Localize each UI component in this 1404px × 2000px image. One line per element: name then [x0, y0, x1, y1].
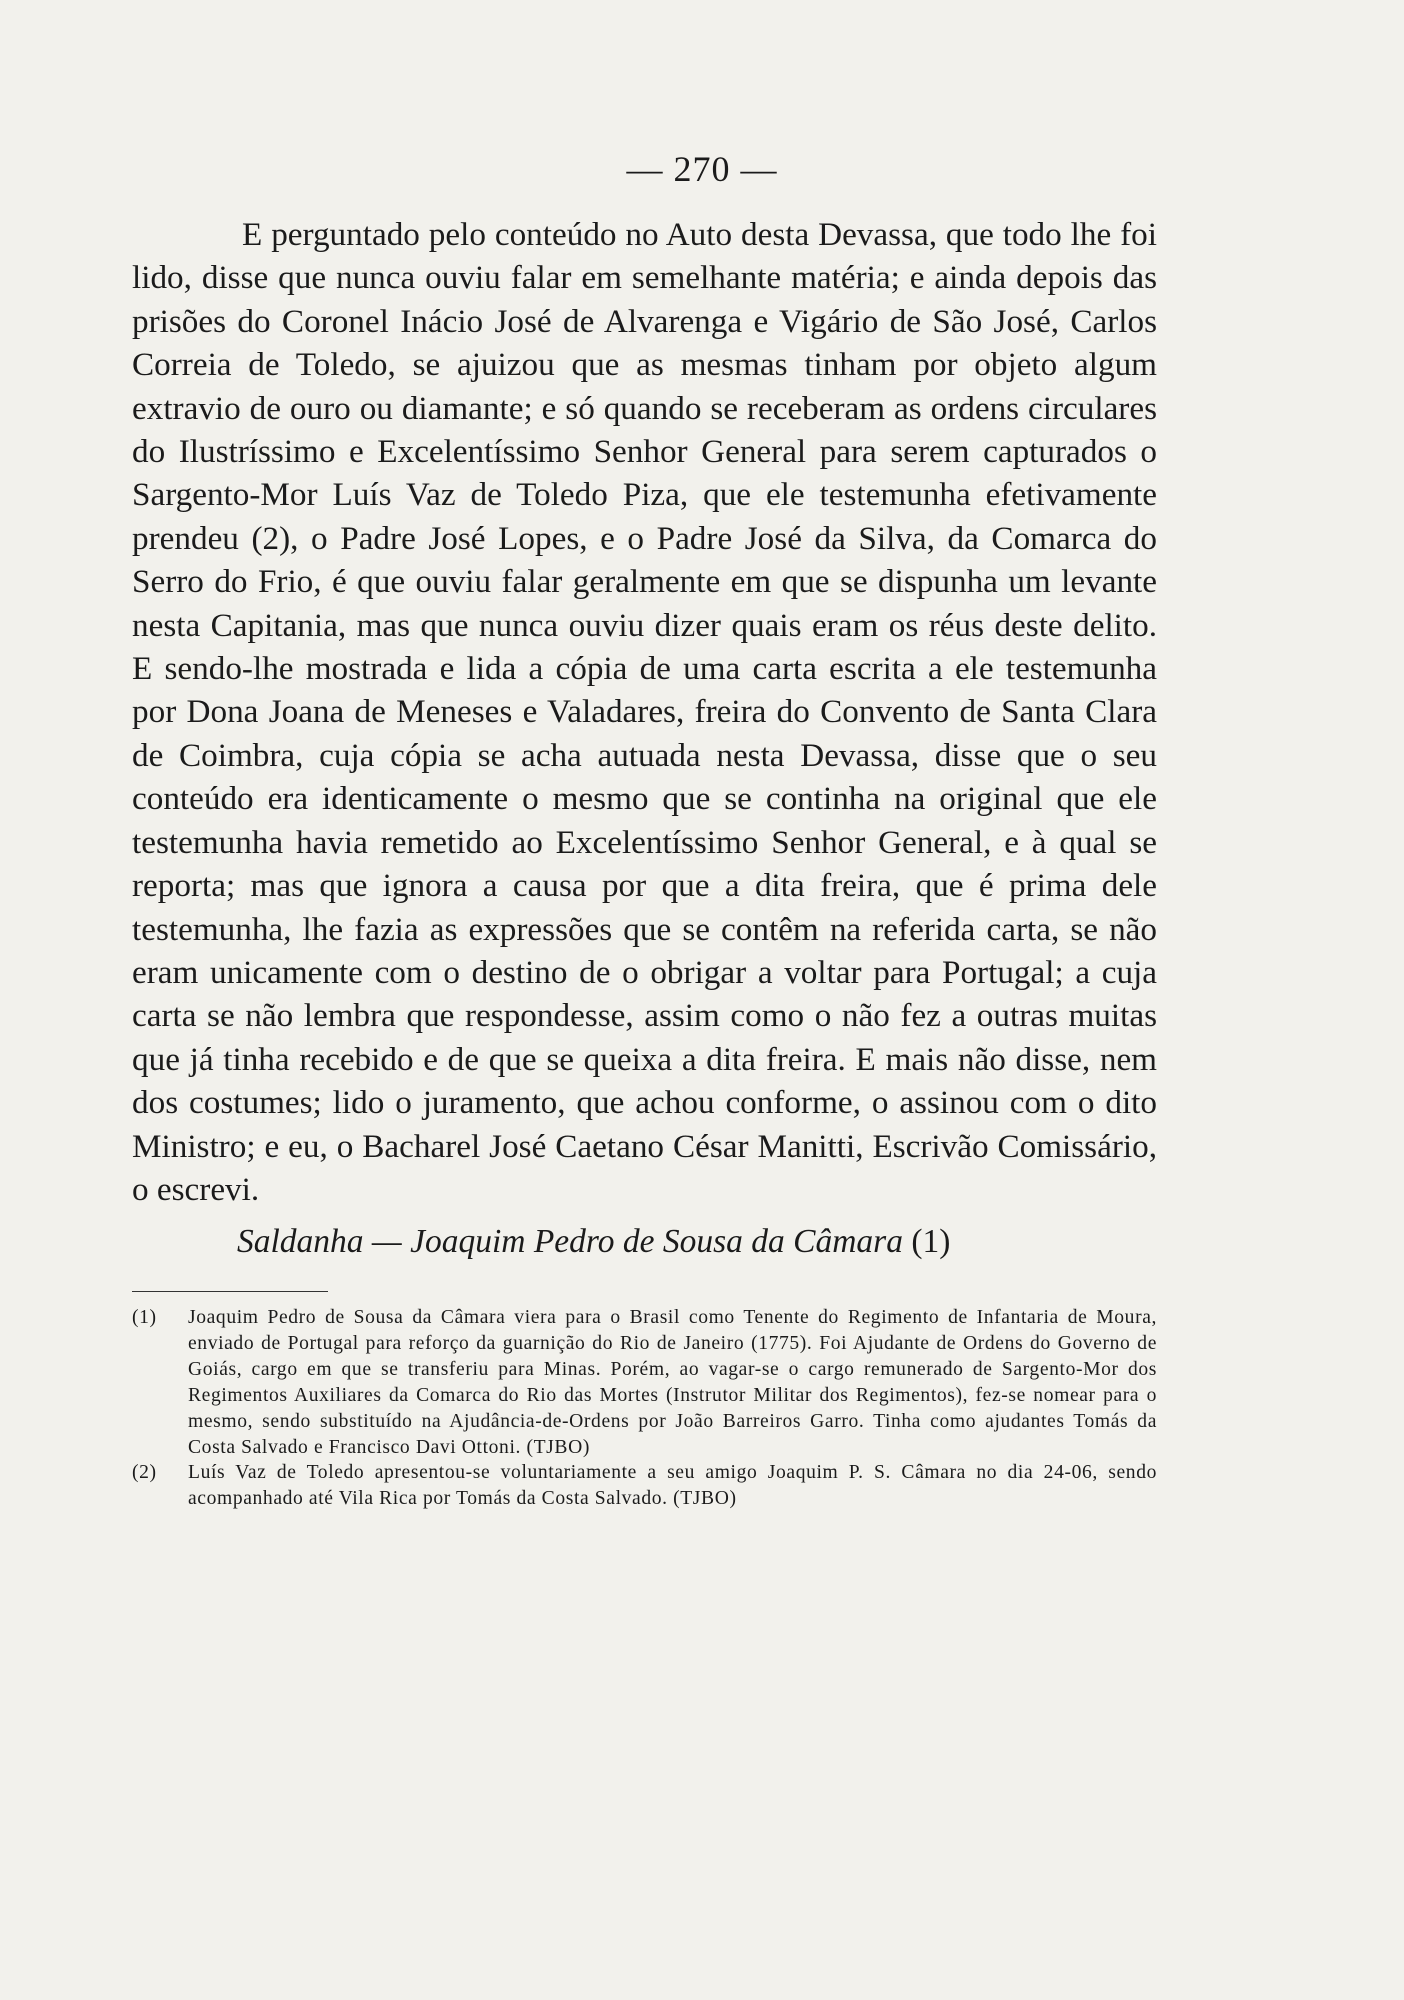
footnote-1 [132, 1305, 1157, 1460]
footnote-1-text: Joaquim Pedro de Sousa da Câmara viera para o Brasil como Tenente do Regimento de Infantaria de Moura, enviado de Portugal para reforço da guarnição do Rio de Janeiro (1775). Foi Ajudante de Ordens do Governo de Goiás, cargo em que se transferiu para Minas. Porém, ao vagar-se o cargo remunerado de Sargento-Mor dos Regimentos Auxiliares da Comarca do Rio das Mortes (Instrutor Militar dos Regimentos), fez-se nomear para o mesmo, sendo substituído na Ajudância-de-Ordens por João Barreiros Garro. Tinha como ajudantes Tomás da Costa Salvado e Francisco Davi Ottoni. (TJBO) [188, 1307, 1157, 1458]
footnote-1-mark: (1) [132, 1307, 157, 1328]
footnote-2 [132, 1460, 1157, 1512]
signature-footnote-ref: (1) [911, 1223, 951, 1260]
body-text [132, 213, 1157, 1211]
footnote-2-mark: (2) [132, 1462, 157, 1484]
body-paragraph: E perguntado pelo conteúdo no Auto desta Devassa, que todo lhe foi lido, disse que nunca ouviu falar em semelhante matéria; e ainda depois das prisões do Coronel Inácio José de Alvarenga e Vigário de São José, Carlos Correia de Toledo, se ajuizou que as mesmas tinham por objeto algum extravio de ouro ou diamante; e só quando se receberam as ordens circulares do Ilustríssimo e Excelentíssimo Senhor General para serem capturados o Sargento-Mor Luís Vaz de Toledo Piza, que ele testemunha efetivamente prendeu (2), o Padre José Lopes, e o Padre José da Silva, da Comarca do Serro do Frio, é que ouviu falar geralmente em que se dispunha um levante nesta Capitania, mas que nunca ouviu dizer quais eram os réus deste delito. E sendo-lhe mostrada e lida a cópia de uma carta escrita a ele testemunha por Dona Joana de Meneses e Valadares, freira do Convento de Santa Clara de Coimbra, cuja cópia se acha autuada nesta Devassa, disse que o seu conteúdo era identicamente o mesmo que se continha na original que ele testemunha havia remetido ao Excelentíssimo Senhor General, e à qual se reporta; mas que ignora a causa por que a dita freira, que é prima dele testemunha, lhe fazia as expressões que se contêm na referida carta, se não eram unicamente com o destino de o obrigar a voltar para Portugal; a cuja carta se não lembra que respondesse, assim como o não fez a outras muitas que já tinha recebido e de que se queixa a dita freira. E mais não disse, nem dos costumes; lido o juramento, que achou conforme, o assinou com o dito Ministro; e eu, o Bacharel José Caetano César Manitti, Escrivão Comissário, o escrevi. [132, 216, 1157, 1208]
page-number: — 270 — [626, 149, 778, 189]
footnote-divider [132, 1291, 328, 1292]
footnote-2-text: Luís Vaz de Toledo apresentou-se voluntariamente a seu amigo Joaquim P. S. Câmara no dia 24-06, sendo acompanhado até Vila Rica por Tomás da Costa Salvado. (TJBO) [188, 1462, 1157, 1510]
signature-line [132, 1220, 1157, 1264]
footnotes [132, 1305, 1157, 1512]
signature-names: Saldanha — Joaquim Pedro de Sousa da Câmara [237, 1223, 903, 1260]
